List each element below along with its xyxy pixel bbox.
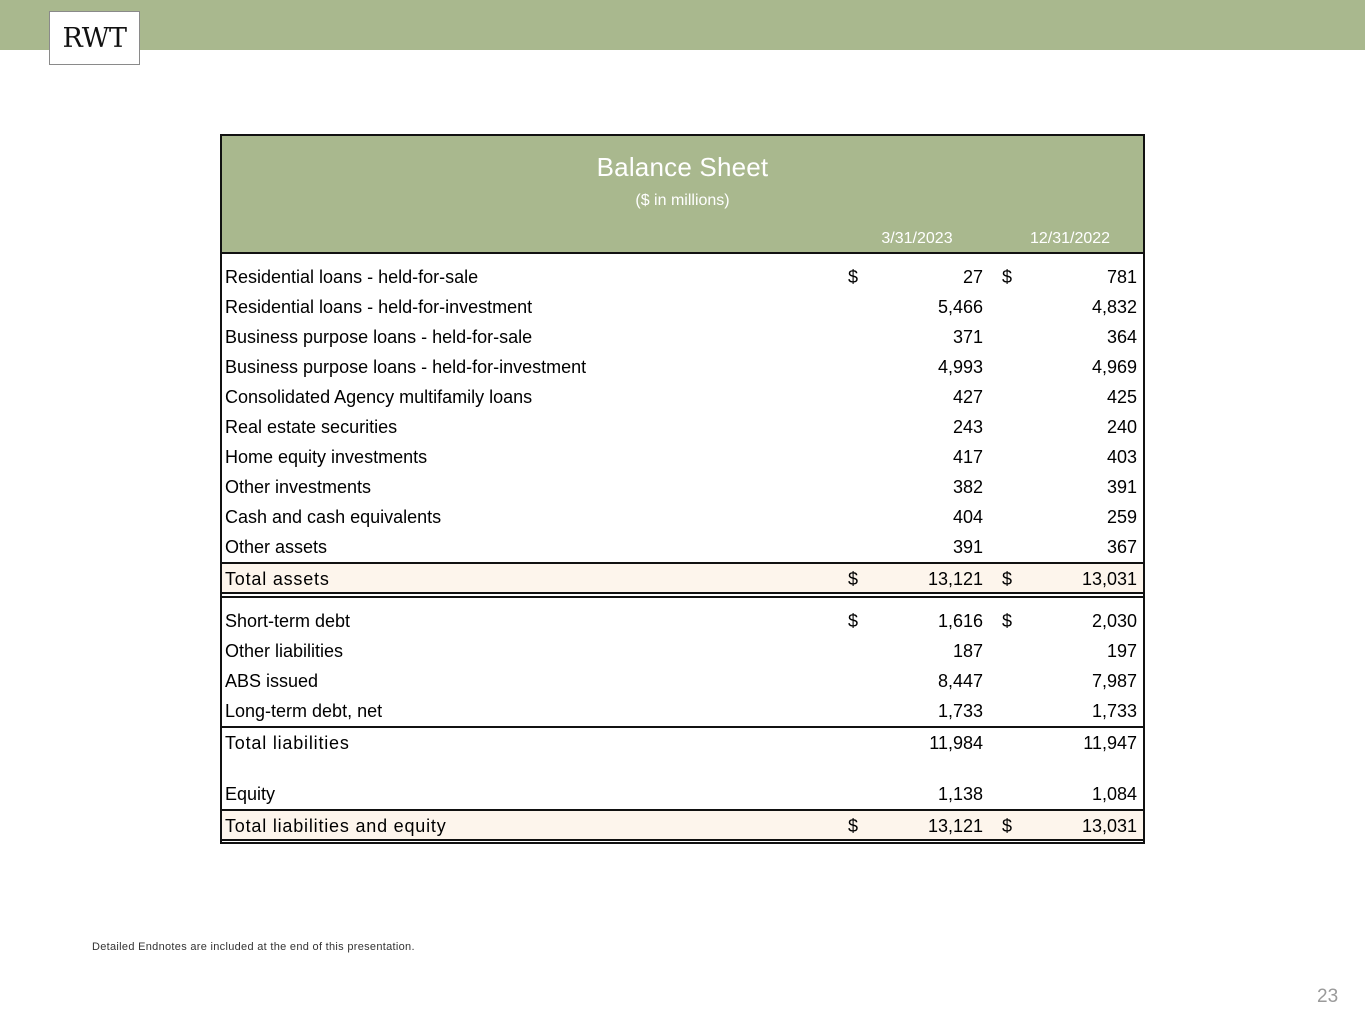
table-header xyxy=(222,136,1143,254)
table-row xyxy=(222,636,1143,666)
value-3-31-2023: 187 xyxy=(952,641,983,661)
balance-sheet-table xyxy=(220,134,1145,844)
value-12-31-2022: 425 xyxy=(1106,387,1137,407)
total-assets-row xyxy=(222,562,1143,592)
value-3-31-2023: 1,616 xyxy=(937,611,983,631)
row-label: Residential loans - held-for-investment xyxy=(225,297,533,317)
value-3-31-2023: 382 xyxy=(952,477,983,497)
row-label: Long-term debt, net xyxy=(225,701,383,721)
header-band xyxy=(0,0,1365,50)
assets-section xyxy=(222,254,1143,844)
value-12-31-2022: 13,031 xyxy=(1081,816,1137,836)
row-label: Short-term debt xyxy=(225,611,351,631)
value-3-31-2023: 1,733 xyxy=(937,701,983,721)
column-header-12-31-2022: 12/31/2022 xyxy=(1029,230,1111,247)
table-row xyxy=(222,262,1143,292)
value-3-31-2023: 427 xyxy=(952,387,983,407)
value-3-31-2023: 243 xyxy=(952,417,983,437)
currency-symbol: $ xyxy=(848,267,859,287)
row-label: Other investments xyxy=(225,477,372,497)
value-12-31-2022: 13,031 xyxy=(1081,569,1137,589)
currency-symbol: $ xyxy=(1002,816,1013,836)
value-3-31-2023: 11,984 xyxy=(929,733,983,753)
value-12-31-2022: 240 xyxy=(1106,417,1137,437)
value-12-31-2022: 364 xyxy=(1106,327,1137,347)
value-12-31-2022: 11,947 xyxy=(1083,733,1137,753)
total-liabilities-row xyxy=(222,726,1143,756)
table-row xyxy=(222,472,1143,502)
value-3-31-2023: 13,121 xyxy=(927,816,983,836)
row-label: Total liabilities and equity xyxy=(225,816,447,836)
table-row xyxy=(222,532,1143,562)
table-row xyxy=(222,606,1143,636)
value-12-31-2022: 2,030 xyxy=(1091,611,1137,631)
table-subtitle: ($ in millions) xyxy=(635,192,730,209)
row-label: Business purpose loans - held-for-investment xyxy=(225,357,587,377)
table-row xyxy=(222,502,1143,532)
value-12-31-2022: 781 xyxy=(1106,267,1137,287)
value-3-31-2023: 417 xyxy=(952,447,983,467)
table-row xyxy=(222,442,1143,472)
value-12-31-2022: 1,733 xyxy=(1091,701,1137,721)
page-number: 23 xyxy=(1317,986,1339,1007)
value-3-31-2023: 404 xyxy=(952,507,983,527)
value-3-31-2023: 13,121 xyxy=(927,569,983,589)
row-label: Equity xyxy=(225,784,276,804)
table-row xyxy=(222,322,1143,352)
value-12-31-2022: 7,987 xyxy=(1091,671,1137,691)
table-title: Balance Sheet xyxy=(596,152,769,182)
currency-symbol: $ xyxy=(1002,569,1013,589)
value-12-31-2022: 1,084 xyxy=(1091,784,1137,804)
value-3-31-2023: 4,993 xyxy=(937,357,983,377)
value-3-31-2023: 371 xyxy=(952,327,983,347)
value-3-31-2023: 8,447 xyxy=(937,671,983,691)
endnotes-footnote: Detailed Endnotes are included at the end of this presentation. xyxy=(92,941,415,953)
value-12-31-2022: 391 xyxy=(1106,477,1137,497)
value-12-31-2022: 4,969 xyxy=(1091,357,1137,377)
table-row xyxy=(222,382,1143,412)
table-row xyxy=(222,292,1143,322)
value-3-31-2023: 1,138 xyxy=(937,784,983,804)
value-12-31-2022: 367 xyxy=(1106,537,1137,557)
table-row xyxy=(222,696,1143,726)
row-label: Cash and cash equivalents xyxy=(225,507,442,527)
value-3-31-2023: 27 xyxy=(962,267,983,287)
equity-row xyxy=(222,779,1143,809)
currency-symbol: $ xyxy=(848,611,859,631)
row-label: ABS issued xyxy=(225,671,319,691)
row-label: Home equity investments xyxy=(225,447,428,467)
value-3-31-2023: 5,466 xyxy=(937,297,983,317)
value-3-31-2023: 391 xyxy=(952,537,983,557)
table-row xyxy=(222,352,1143,382)
rwt-logo: RWT xyxy=(49,11,140,65)
currency-symbol: $ xyxy=(848,816,859,836)
value-12-31-2022: 403 xyxy=(1106,447,1137,467)
row-label: Residential loans - held-for-sale xyxy=(225,267,479,287)
table-row xyxy=(222,412,1143,442)
row-label: Other liabilities xyxy=(225,641,344,661)
total-liabilities-equity-row xyxy=(222,809,1143,839)
row-label: Total assets xyxy=(225,569,330,589)
value-12-31-2022: 197 xyxy=(1106,641,1137,661)
row-label: Consolidated Agency multifamily loans xyxy=(225,387,533,407)
row-label: Business purpose loans - held-for-sale xyxy=(225,327,533,347)
currency-symbol: $ xyxy=(848,569,859,589)
value-12-31-2022: 259 xyxy=(1106,507,1137,527)
value-12-31-2022: 4,832 xyxy=(1091,297,1137,317)
table-row xyxy=(222,666,1143,696)
currency-symbol: $ xyxy=(1002,267,1013,287)
currency-symbol: $ xyxy=(1002,611,1013,631)
row-label: Total liabilities xyxy=(225,733,350,753)
column-header-3-31-2023: 3/31/2023 xyxy=(881,230,953,247)
row-label: Real estate securities xyxy=(225,417,398,437)
row-label: Other assets xyxy=(225,537,328,557)
